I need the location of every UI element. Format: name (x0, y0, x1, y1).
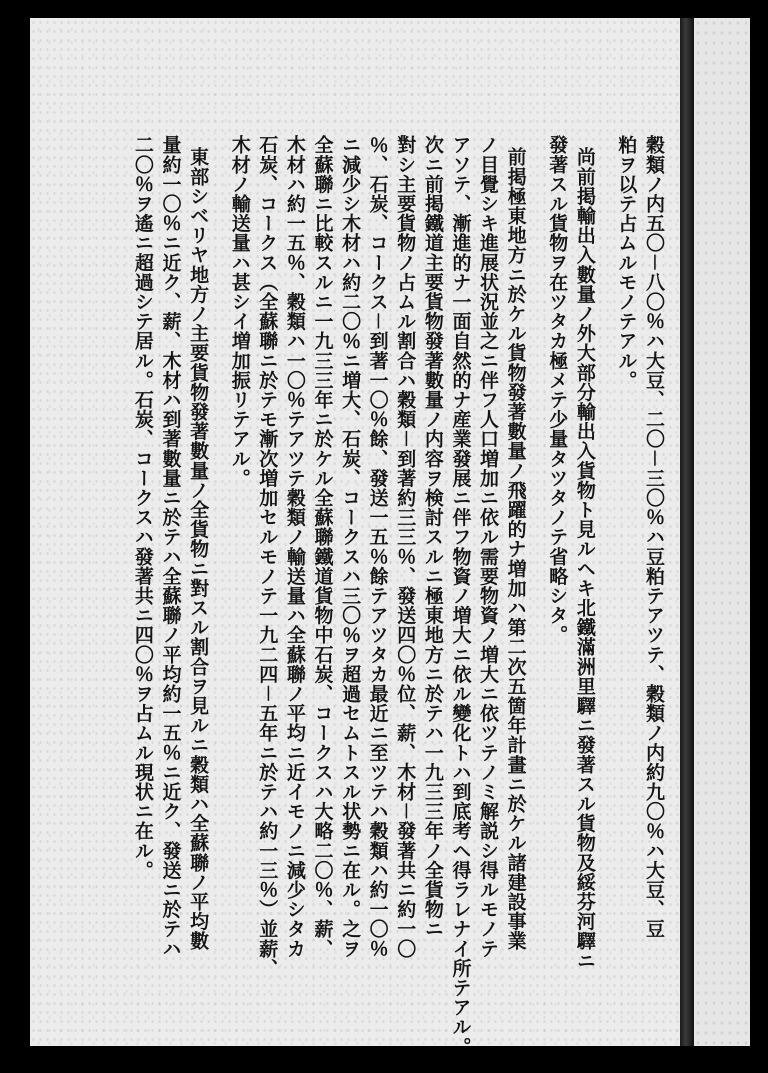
text-column: 二〇％ヲ遙ニ超過シテ居ル。石炭、コークスハ發著共ニ四〇％ヲ占ムル現状ニ在ル。 (131, 135, 154, 880)
text-column: 對シ主要貨物ノ占ムル割合ハ穀類－到著約三三％、發送四〇％位、薪、木材－發著共ニ約一〇 (394, 135, 417, 959)
text-column: 穀類ノ内五〇－八〇％ハ大豆、二〇－三〇％ハ豆粕テアツテ、穀類ノ内約九〇％ハ大豆、豆 (643, 135, 665, 939)
text-column: 次ニ前掲鐵道主要貨物發著數量ノ内容ヲ検討スルニ極東地方ニ於テハ一九三三年ノ全貨物ニ (421, 135, 444, 939)
book-spine (680, 18, 694, 1046)
text-column: 粕ヲ以テ占ムルモノテアル。 (615, 135, 638, 390)
text-column: 發著スル貨物ヲ在ツタカ極メテ少量タツタノテ省略シタ。 (546, 135, 569, 645)
text-column: ニ減少シ木材ハ約二〇％ニ増大、石炭、コークスハ三〇％ヲ超過セムトスル状勢ニ在ル。之ヲ (339, 135, 362, 959)
text-column: 木材ハ約一五％、穀類ハ一〇％テアツテ穀類ノ輸送量ハ全蘇聯ノ平均ニ近イモノニ減少シタカ (283, 135, 306, 959)
adjacent-page-edge (694, 18, 750, 1046)
vertical-text-body (36, 135, 666, 1057)
text-column: 尚前掲輸出入數量ノ外大部分輸出入貨物ト見ルヘキ北鐵滿洲里驛ニ發著スル貨物及綏芬河驛ニ (573, 147, 596, 971)
text-column: ノ目覺シキ進展状況並之ニ伴フ人口増加ニ依ル需要物資ノ増大ニ依ツテノミ解説シ得ルモノテ (477, 135, 500, 959)
text-column: アソテ、漸進的ナ一面自然的ナ産業發展ニ伴フ物資ノ増大ニ依ル變化トハ到底考ヘ得ラレナイ所テアル。 (449, 135, 472, 1057)
text-column: 前掲極東地方ニ於ケル貨物發著數量ノ飛躍的ナ増加ハ第二次五箇年計畫ニ於ケル諸建設事業 (504, 147, 527, 951)
text-column: 量約一〇％ニ近ク、薪、木材ハ到著數量ニ於テハ全蘇聯ノ平均約一五％ニ近ク、發送ニ於テハ (159, 135, 182, 959)
text-column: 木材ノ輸送量ハ甚シイ増加振リテアル。 (228, 135, 251, 488)
text-column: 東部シベリヤ地方ノ主要貨物發著數量ノ全貨物ニ對スル割合ヲ見ルニ穀類ハ全蘇聯ノ平均數 (187, 147, 210, 951)
text-column: 石炭、コークス（全蘇聯ニ於テモ漸次増加セルモノテ一九二四－五年ニ於テハ約一三％）並薪、 (256, 135, 279, 978)
text-column: ％、石炭、コークス－到著一〇％餘、發送一五％餘テアツタカ最近ニ至ツテハ穀類ハ約一〇％ (366, 135, 389, 959)
text-column: 全蘇聯ニ比較スルニ一九三三年ニ於ケル全蘇聯鐵道貨物中石炭、コークスハ大略二〇％、薪、 (311, 135, 334, 959)
